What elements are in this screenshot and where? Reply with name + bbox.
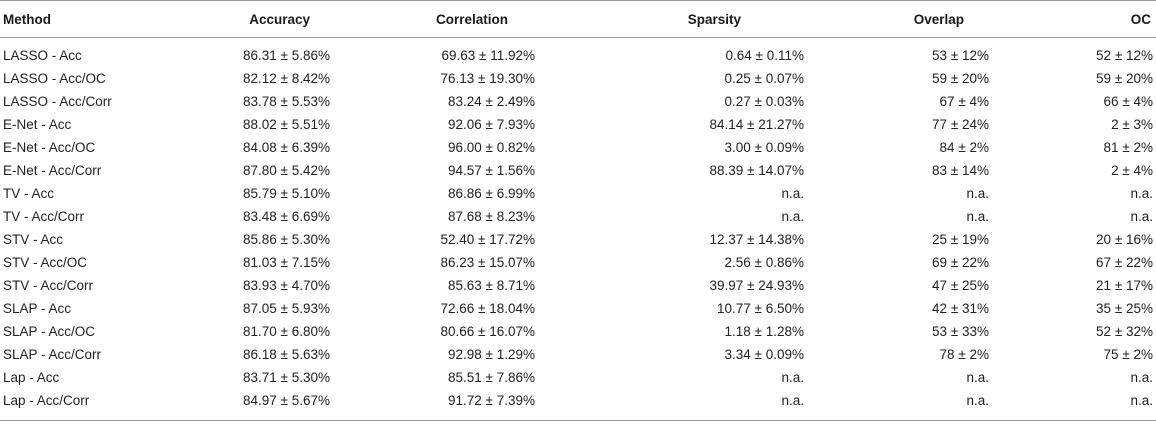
table-row xyxy=(0,67,1156,90)
table-row xyxy=(0,251,1156,274)
cell-method: Lap - Acc xyxy=(3,370,60,385)
cell-oc: 35 ± 25% xyxy=(1096,301,1153,316)
cell-oc: 75 ± 2% xyxy=(1103,347,1153,362)
cell-accuracy: 85.86 ± 5.30% xyxy=(243,232,330,247)
cell-accuracy: 84.08 ± 6.39% xyxy=(243,140,330,155)
cell-correlation: 92.06 ± 7.93% xyxy=(448,117,535,132)
cell-correlation: 96.00 ± 0.82% xyxy=(448,140,535,155)
table-row xyxy=(0,274,1156,297)
cell-correlation: 86.23 ± 15.07% xyxy=(440,255,535,270)
table-row xyxy=(0,343,1156,366)
cell-sparsity: n.a. xyxy=(781,209,804,224)
table-row xyxy=(0,320,1156,343)
cell-method: STV - Acc/OC xyxy=(3,255,88,270)
cell-accuracy: 81.70 ± 6.80% xyxy=(243,324,330,339)
cell-accuracy: 88.02 ± 5.51% xyxy=(243,117,330,132)
cell-overlap: 42 ± 31% xyxy=(932,301,989,316)
cell-method: SLAP - Acc/Corr xyxy=(3,347,102,362)
cell-accuracy: 86.18 ± 5.63% xyxy=(243,347,330,362)
table-row xyxy=(0,205,1156,228)
cell-sparsity: 39.97 ± 24.93% xyxy=(709,278,804,293)
cell-oc: n.a. xyxy=(989,389,1156,421)
cell-oc: 52 ± 32% xyxy=(1096,324,1153,339)
table-body xyxy=(0,38,1156,421)
cell-accuracy: 87.05 ± 5.93% xyxy=(243,301,330,316)
table-header xyxy=(0,1,1156,38)
cell-method: TV - Acc/Corr xyxy=(3,209,85,224)
cell-sparsity: n.a. xyxy=(781,370,804,385)
cell-overlap: 53 ± 12% xyxy=(932,48,989,63)
cell-oc: n.a. xyxy=(1130,186,1153,201)
cell-oc: 20 ± 16% xyxy=(1096,232,1153,247)
table-row xyxy=(0,38,1156,68)
header-method: Method xyxy=(0,1,153,38)
cell-method: SLAP - Acc/OC xyxy=(3,324,96,339)
table-row xyxy=(0,159,1156,182)
header-row xyxy=(0,1,1156,38)
header-correlation: Correlation xyxy=(330,1,535,38)
cell-correlation: 86.86 ± 6.99% xyxy=(448,186,535,201)
cell-accuracy: 84.97 ± 5.67% xyxy=(153,389,330,421)
cell-method: LASSO - Acc/Corr xyxy=(3,94,112,109)
table-row xyxy=(0,113,1156,136)
cell-sparsity: 0.25 ± 0.07% xyxy=(724,71,804,86)
cell-method: STV - Acc xyxy=(3,232,64,247)
table-row xyxy=(0,366,1156,389)
cell-method: STV - Acc/Corr xyxy=(3,278,94,293)
cell-method: TV - Acc xyxy=(3,186,55,201)
cell-oc: 59 ± 20% xyxy=(1096,71,1153,86)
cell-sparsity: 0.64 ± 0.11% xyxy=(725,48,804,63)
cell-accuracy: 87.80 ± 5.42% xyxy=(243,163,330,178)
cell-correlation: 94.57 ± 1.56% xyxy=(448,163,535,178)
table-row xyxy=(0,182,1156,205)
cell-oc: 52 ± 12% xyxy=(1096,48,1153,63)
cell-overlap: 83 ± 14% xyxy=(932,163,989,178)
cell-overlap: n.a. xyxy=(804,389,989,421)
cell-sparsity: 3.34 ± 0.09% xyxy=(724,347,804,362)
table-row xyxy=(0,228,1156,251)
cell-sparsity: 12.37 ± 14.38% xyxy=(709,232,804,247)
cell-overlap: n.a. xyxy=(966,209,989,224)
cell-method: LASSO - Acc xyxy=(3,48,82,63)
cell-overlap: 67 ± 4% xyxy=(939,94,989,109)
cell-correlation: 92.98 ± 1.29% xyxy=(448,347,535,362)
cell-method: E-Net - Acc/OC xyxy=(3,140,96,155)
cell-overlap: 53 ± 33% xyxy=(932,324,989,339)
cell-overlap: 59 ± 20% xyxy=(932,71,989,86)
header-accuracy: Accuracy xyxy=(153,1,330,38)
cell-accuracy: 85.79 ± 5.10% xyxy=(243,186,330,201)
cell-sparsity: 10.77 ± 6.50% xyxy=(717,301,804,316)
cell-sparsity: n.a. xyxy=(781,186,804,201)
cell-oc: 2 ± 3% xyxy=(1111,117,1153,132)
cell-correlation: 91.72 ± 7.39% xyxy=(330,389,535,421)
cell-accuracy: 86.31 ± 5.86% xyxy=(243,48,330,63)
cell-oc: 21 ± 17% xyxy=(1096,278,1153,293)
cell-oc: 2 ± 4% xyxy=(1111,163,1153,178)
cell-overlap: n.a. xyxy=(966,186,989,201)
cell-oc: n.a. xyxy=(1130,370,1153,385)
cell-overlap: 25 ± 19% xyxy=(932,232,989,247)
cell-overlap: n.a. xyxy=(966,370,989,385)
cell-overlap: 78 ± 2% xyxy=(939,347,989,362)
cell-oc: 81 ± 2% xyxy=(1103,140,1153,155)
cell-correlation: 85.51 ± 7.86% xyxy=(448,370,535,385)
cell-sparsity: 0.27 ± 0.03% xyxy=(724,94,804,109)
cell-overlap: 84 ± 2% xyxy=(939,140,989,155)
cell-correlation: 87.68 ± 8.23% xyxy=(448,209,535,224)
cell-overlap: 69 ± 22% xyxy=(932,255,989,270)
cell-correlation: 80.66 ± 16.07% xyxy=(440,324,535,339)
cell-method: E-Net - Acc xyxy=(3,117,72,132)
table-row xyxy=(0,297,1156,320)
cell-oc: 67 ± 22% xyxy=(1096,255,1153,270)
cell-method: SLAP - Acc xyxy=(3,301,72,316)
cell-sparsity: 84.14 ± 21.27% xyxy=(709,117,804,132)
header-oc: OC xyxy=(989,1,1156,38)
cell-method: Lap - Acc/Corr xyxy=(0,389,153,421)
cell-correlation: 85.63 ± 8.71% xyxy=(448,278,535,293)
cell-correlation: 52.40 ± 17.72% xyxy=(440,232,535,247)
cell-method: LASSO - Acc/OC xyxy=(3,71,106,86)
cell-sparsity: 3.00 ± 0.09% xyxy=(724,140,804,155)
table-row xyxy=(0,90,1156,113)
cell-method: E-Net - Acc/Corr xyxy=(3,163,102,178)
cell-accuracy: 83.78 ± 5.53% xyxy=(243,94,330,109)
cell-sparsity: 88.39 ± 14.07% xyxy=(709,163,804,178)
cell-overlap: 47 ± 25% xyxy=(932,278,989,293)
cell-sparsity: 1.18 ± 1.28% xyxy=(724,324,804,339)
header-sparsity: Sparsity xyxy=(535,1,804,38)
cell-correlation: 83.24 ± 2.49% xyxy=(448,94,535,109)
table-row xyxy=(0,389,1156,421)
cell-correlation: 69.63 ± 11.92% xyxy=(441,48,535,63)
table-row xyxy=(0,136,1156,159)
cell-sparsity: n.a. xyxy=(535,389,804,421)
cell-accuracy: 83.71 ± 5.30% xyxy=(243,370,330,385)
cell-sparsity: 2.56 ± 0.86% xyxy=(724,255,804,270)
cell-accuracy: 82.12 ± 8.42% xyxy=(243,71,330,86)
cell-oc: n.a. xyxy=(1130,209,1153,224)
cell-correlation: 72.66 ± 18.04% xyxy=(440,301,535,316)
cell-correlation: 76.13 ± 19.30% xyxy=(440,71,535,86)
cell-accuracy: 81.03 ± 7.15% xyxy=(243,255,330,270)
cell-accuracy: 83.93 ± 4.70% xyxy=(243,278,330,293)
header-overlap: Overlap xyxy=(804,1,989,38)
cell-overlap: 77 ± 24% xyxy=(932,117,989,132)
cell-accuracy: 83.48 ± 6.69% xyxy=(243,209,330,224)
cell-oc: 66 ± 4% xyxy=(1103,94,1153,109)
